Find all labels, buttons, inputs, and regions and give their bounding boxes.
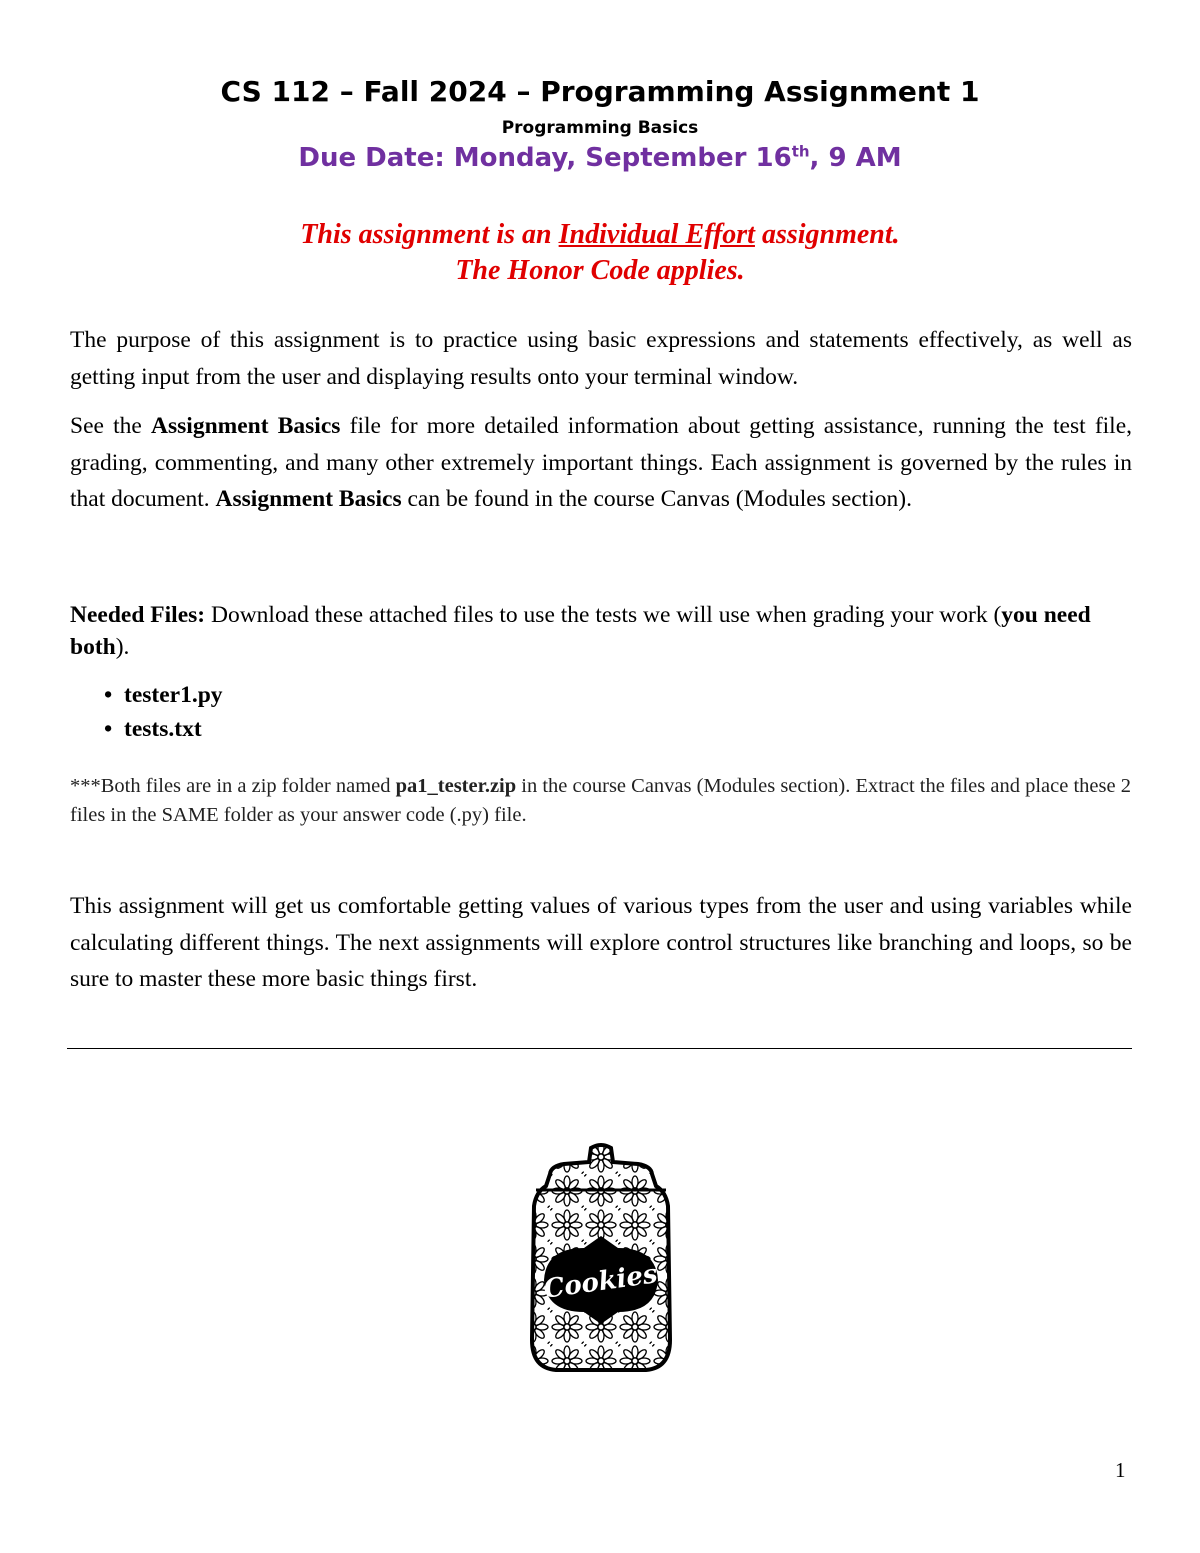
purpose-paragraph: The purpose of this assignment is to practice using basic expressions and statements effectively, as well as getting input from the user and displaying results onto your terminal window. [70, 327, 1132, 390]
page-title: CS 112 – Fall 2024 – Programming Assignment 1 [220, 75, 980, 108]
cookies-label: Cookies [541, 1259, 660, 1305]
horizontal-divider [67, 1048, 1132, 1049]
zip-folder-note: ***Both files are in a zip folder named pa1_tester.zip in the course Canvas (Modules section). Extract the files and place these 2 files in the SAME folder as your answer code (.py) file. [70, 775, 1131, 826]
needed-files-list [104, 678, 223, 746]
assignment-basics-paragraph: See the Assignment Basics file for more detailed information about getting assistance, running the test file, grading, commenting, and many other extremely important things. Each assignment is governed by the rules in that document. Assignment Basics can be found in the course Canvas (Modules section). [70, 413, 1133, 512]
due-date: Due Date: Monday, September 16th, 9 AM [298, 142, 902, 173]
page-subtitle: Programming Basics [501, 118, 699, 138]
list-item: • tests.txt [104, 716, 202, 742]
needed-files-paragraph: Needed Files: Download these attached files to use the tests we will use when grading your work (you need both). [70, 602, 1091, 660]
individual-effort-notice: This assignment is an Individual Effort assignment. [300, 219, 900, 250]
cookie-jar-image [516, 1140, 686, 1380]
closing-paragraph: This assignment will get us comfortable getting values of various types from the user and using variables while calculating different things. The next assignments will explore control structures like branching and loops, so be sure to master these more basic things first. [70, 893, 1132, 992]
page-number: 1 [1115, 1458, 1126, 1482]
list-item: • tester1.py [104, 682, 223, 708]
honor-code-notice: The Honor Code applies. [455, 255, 745, 286]
